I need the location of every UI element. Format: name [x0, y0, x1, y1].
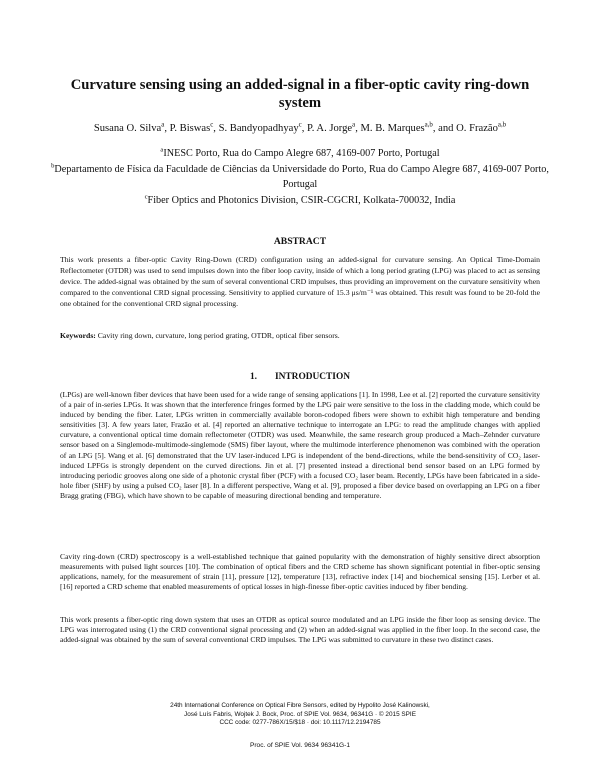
author: P. Biswas$^c$, — [169, 121, 219, 134]
conference-footer — [80, 702, 520, 728]
page-number: Proc. of SPIE Vol. 9634 96341G-1 — [249, 742, 351, 749]
keywords-text: Cavity ring down, curvature, long period grating, OTDR, optical fiber sensors. — [97, 331, 340, 340]
author: Susana O. Silva$^a$, — [93, 121, 170, 134]
section-heading — [0, 372, 600, 382]
author: S. Bandyopadhyay$^c$, — [218, 121, 307, 134]
section-title: INTRODUCTION — [275, 372, 351, 382]
intro-paragraph-3: This work presents a fiber-optic ring down system that uses an OTDR as optical source modulated and an LPG inside the fiber loop as sensing device. The LPG was interrogated using (1) the CRD conventional signal processing and (2) when an added-signal was applied in the fiber loop. In the second case, the added-signal was obtained by the sum of several conventional CRD impulses. The LPG was submitted to curvature in these two distinct cases. — [60, 615, 540, 645]
author: P. A. Jorge$^a$, — [307, 121, 361, 134]
abstract-body: This work presents a fiber-optic Cavity Ring-Down (CRD) configuration using an added-signal for curvature sensing. An Optical Time-Domain Reflectometer (OTDR) was used to send impulses down into the fiber loop cavity, inside of which a long period grating (LPG) was placed to act as sensing device. The added-signal was obtained by the sum of several conventional CRD impulses, thus providing an improvement on the curvature sensitivity when compared to the conventional CRD signal processing. Sensitivity to applied curvature of 15.3 μs/m⁻¹ was obtained. This result was found to be 20-fold the one obtained for the conventional CRD signal processing. — [60, 255, 541, 308]
affiliation: $^c$Fiber Optics and Photonics Division, CSIR-CGCRI, Kolkata-700032, India — [144, 193, 456, 206]
abstract-heading: ABSTRACT — [273, 236, 327, 247]
affiliation-list — [40, 146, 560, 208]
keywords-label: Keywords: — [60, 331, 96, 340]
footer-line: José Luís Fabris, Wojtek J. Bock, Proc. of SPIE Vol. 9634, 96341G · © 2015 SPIE — [184, 710, 416, 718]
author: M. B. Marques$^{a,b}$, and — [360, 121, 457, 134]
affiliation: $^a$INESC Porto, Rua do Campo Alegre 687, 4169-007 Porto, Portugal — [160, 146, 440, 159]
footer-line: CCC code: 0277-786X/15/$18 · doi: 10.1117/12.2194785 — [219, 719, 381, 727]
footer-line: 24th International Conference on Optical Fibre Sensors, edited by Hypolito José Kalinowski, — [170, 702, 430, 709]
intro-paragraph-1: (LPGs) are well-known fiber devices that have been used for a wide range of sensing applications [1]. In 1998, Lee et al. [2] reported the curvature sensitivity of a pair of in-series LPGs. It was shown that the interference fringes formed by the LPG pair were sensitive to the loss in the cladding mode, which could be induced by bending the fiber. Later, LPGs written in commercially available boron-codoped fibers were shown to exhibit high temperature and bending sensitivities [3]. A few years later, Frazão et al. [4] reported an alternative technique to interrogate an LPG: to read the amplitude changes with applied curvature, a conventional optical time domain reflectometer (OTDR) was used. Meanwhile, the same research group produced a Mach–Zehnder curvature sensor based on a Singlemode-multimode-singlemode (SMS) fiber layout, where the multimode interference phenomenon was combined with the operation of an LPG [5]. Wang et al. [6] demonstrated that the UV laser-induced LPG is independent of the bend-directions, while the bend-sensitivity of CO₂ laser-induced LPFGs is strongly dependent on the curved directions. Jin et al. [7] presented instead a directional bend sensor based on an LPG formed by introducing periodic grooves along one side of a photonic crystal fiber (PCF) with a focused CO₂ laser beam. Recently, LPGs have been fabricated in a side-hole fiber (SHF) by using a pulsed CO₂ laser [8]. In a different perspective, Wang et al. [9], proposed a fiber device based on overlapping an LPG on a fiber Bragg grating (FBG), which have shown to be capable of measuring directional bending and temperature. — [60, 390, 540, 500]
paper-title: Curvature sensing using an added-signal in a fiber-optic cavity ring-down system — [70, 77, 530, 111]
author: O. Frazão$^{a,b}$ — [456, 121, 507, 134]
intro-paragraph-2: Cavity ring-down (CRD) spectroscopy is a well-established technique that gained popularity with the demonstration of highly sensitive direct absorption measurements with pulsed light sources [10]. The combination of optical fibers and the CRD scheme has shown significant potential in fiber-optic sensing applications, namely, for the measurement of strain [11], pressure [12], temperature [13], refractive index [14] and biochemical sensing [15]. Lerber et al. [16] reported a CRD scheme that enabled measurements of optical losses in high-finesse fiber-optic cavities induced by fiber bending. — [60, 552, 540, 592]
section-number: 1. — [249, 372, 257, 382]
affiliation: $^b$Departamento de Física da Faculdade de Ciências da Universidade do Porto, Rua do Campo Alegre 687, 4169-007 Porto, Portugal — [51, 162, 549, 190]
keywords — [60, 331, 540, 342]
author-list — [30, 122, 570, 136]
